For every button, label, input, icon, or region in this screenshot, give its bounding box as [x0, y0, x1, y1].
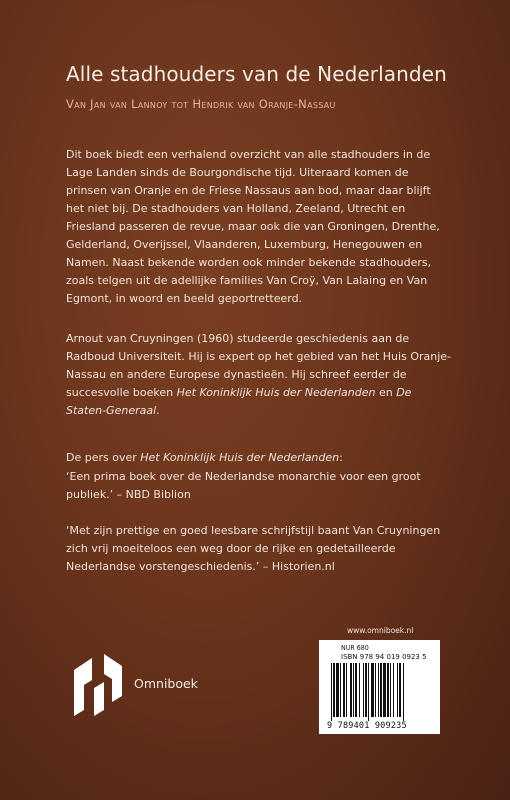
press-quote: ‘Een prima boek over de Nederlandse monarchie voor een groot publiek.’ – NBD Biblion [66, 470, 421, 501]
press-intro-text: : [339, 451, 343, 464]
press-intro [66, 449, 452, 467]
book-subtitle: Van Jan van Lannoy tot Hendrik van Oranje-Nassau [66, 97, 336, 111]
nur-code: NUR 680 [341, 644, 369, 652]
author-bio-text: . [156, 404, 160, 417]
author-bio-text: en [375, 386, 397, 399]
publisher-website: www.omniboek.nl [347, 626, 414, 635]
barcode-icon [329, 663, 433, 721]
press-intro-text: De pers over [66, 451, 141, 464]
author-bio-book-title: Het Koninklijk Huis der Nederlanden [176, 386, 376, 399]
blurb-paragraph: Dit boek biedt een verhalend overzicht van alle stadhouders in de Lage Landen sinds de Bourgondische tijd. Uiteraard komen de prinsen van Oranje en de Friese Nassaus aan bod, maar daar blijft het niet bij. De stadhouders van Holland, Zeeland, Utrecht en Friesland passeren de revue, maar ook die van Groningen, Drenthe, Gelderland, Overijssel, Vlaanderen, Luxemburg, Henegouwen en Namen. Naast bekende worden ook minder bekende stadhouders, zoals telgen uit de adellijke families Van Croÿ, Van Lalaing en Van Egmont, in woord en beeld geportretteerd. [66, 148, 440, 305]
book-title: Alle stadhouders van de Nederlanden [66, 62, 447, 86]
omniboek-logo-icon [72, 652, 124, 716]
author-bio-text: Arnout van Cruyningen (1960) studeerde geschiedenis aan de Radboud Universiteit. Hij is expert op het gebied van het Huis Oranje-Nassau en andere Europese dynastieën. Hij schreef eerder de succesvolle boeken [66, 332, 451, 399]
author-bio [66, 330, 452, 420]
ean-digits: 9 789401 909235 [327, 721, 407, 731]
author-bio-book-title: De Staten-Generaal [66, 386, 412, 417]
press-quote: ‘Met zijn prettige en goed leesbare schrijfstijl baant Van Cruyningen zich vrij moeiteloos een weg door de rijke en gedetailleerde Nederlandse vorstengeschiedenis.’ – Historien.nl [66, 524, 441, 573]
barcode-label [319, 640, 440, 734]
press-intro-book-title: Het Koninklijk Huis der Nederlanden [140, 451, 340, 464]
isbn-number: ISBN 978 94 019 0923 5 [341, 653, 427, 661]
publisher-name: Omniboek [134, 676, 198, 691]
